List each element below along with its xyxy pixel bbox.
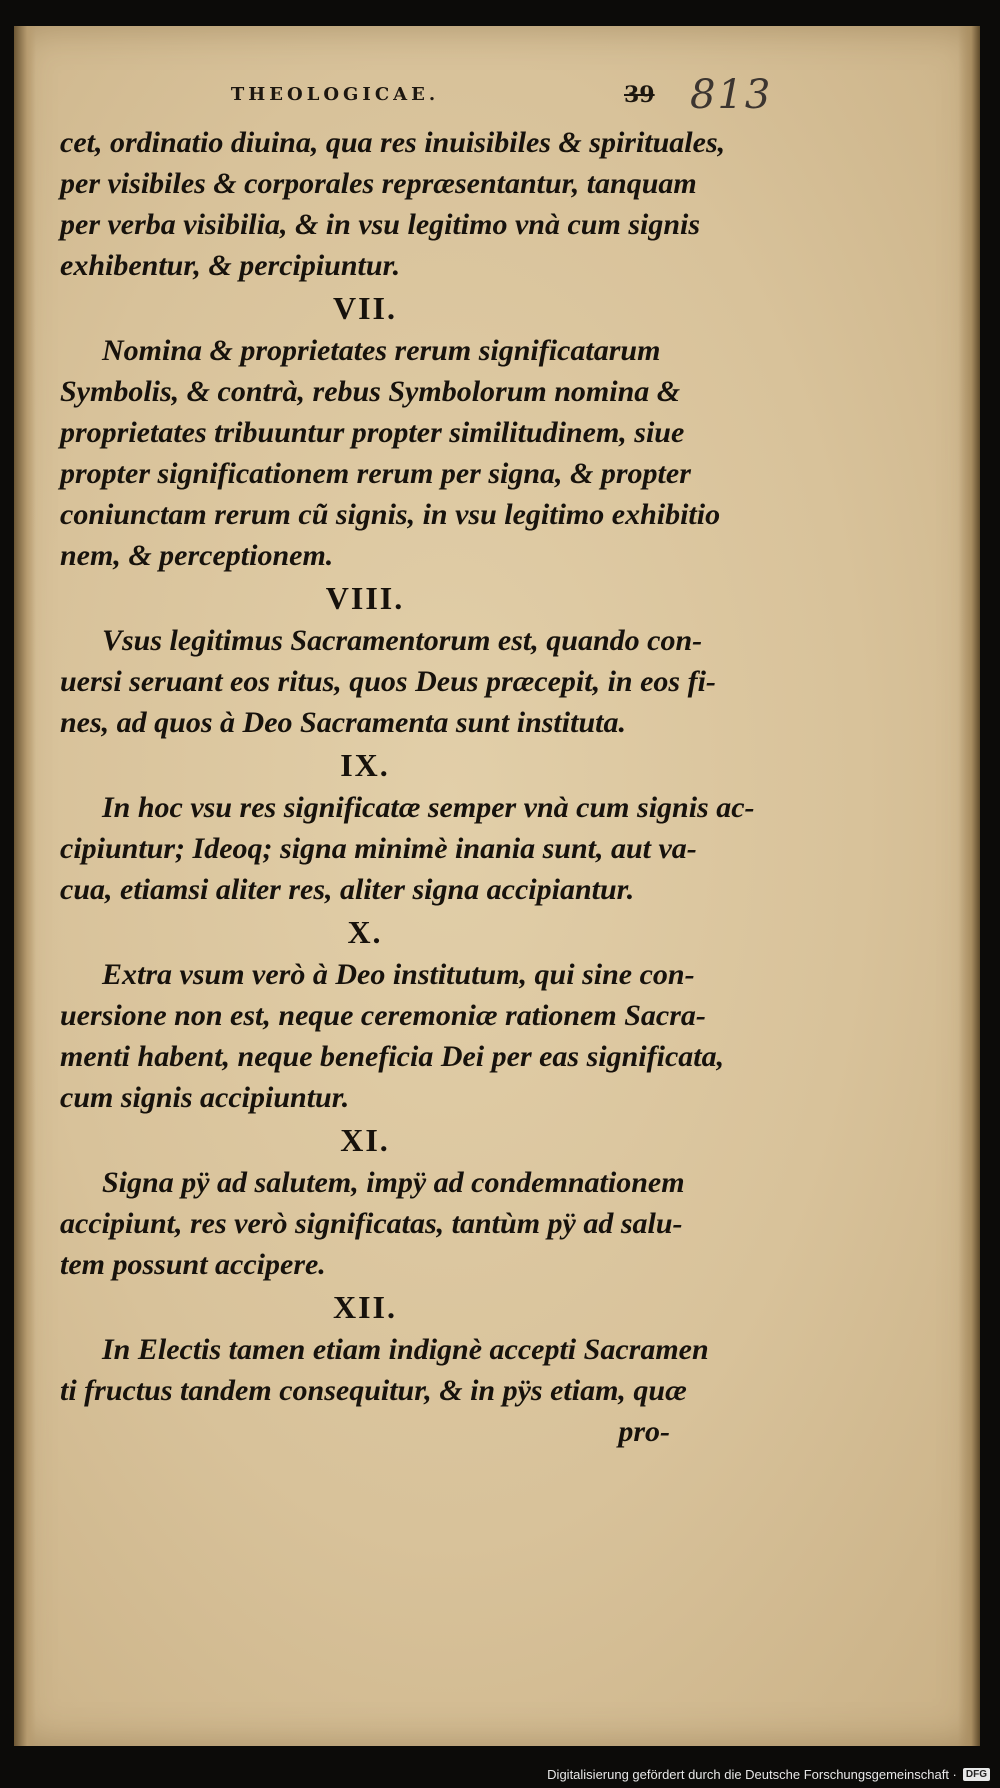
- text-line: tem possunt accipere.: [60, 1248, 326, 1281]
- paragraph-vii: [60, 330, 721, 576]
- text-line: coniunctam rerum cũ signis, in vsu legitimo exhibitio: [60, 498, 721, 531]
- text-line: accipiunt, res verò significatas, tantùm pÿ ad salu-: [60, 1207, 683, 1240]
- paragraph-viii: [60, 620, 716, 743]
- digitization-credit: [547, 1767, 990, 1782]
- page-edge-right: [958, 26, 980, 1746]
- text-line: Nomina & proprietates rerum significatarum: [102, 334, 661, 367]
- folio-number: 39: [624, 82, 655, 108]
- text-line: cua, etiamsi aliter res, aliter signa accipiantur.: [60, 873, 635, 906]
- credit-text: Digitalisierung gefördert durch die Deutsche Forschungsgemeinschaft ·: [547, 1767, 957, 1782]
- text-line: Symbolis, & contrà, rebus Symbolorum nomina &: [60, 375, 681, 408]
- text-line: Vsus legitimus Sacramentorum est, quando con-: [102, 624, 703, 657]
- dfg-logo: DFG: [963, 1768, 990, 1781]
- text-line: proprietates tribuuntur propter similitudinem, siue: [60, 416, 685, 449]
- text-line: nes, ad quos à Deo Sacramenta sunt instituta.: [60, 706, 626, 739]
- text-line: In Electis tamen etiam indignè accepti Sacramen: [102, 1333, 709, 1366]
- text-line: ti fructus tandem consequitur, & in pÿs etiam, quæ: [60, 1374, 687, 1407]
- text-line: per verba visibilia, & in vsu legitimo vnà cum signis: [60, 208, 701, 241]
- paragraph-vi-tail: [60, 122, 726, 286]
- paragraph-ix: [60, 787, 755, 910]
- paragraph-xi: [60, 1162, 685, 1285]
- section-heading-xi: XI.: [340, 1122, 390, 1158]
- text-line: propter significationem rerum per signa, & propter: [60, 457, 691, 490]
- body-text: [60, 122, 755, 1452]
- text-line: exhibentur, & percipiuntur.: [60, 249, 401, 282]
- catchword: pro-: [618, 1415, 670, 1448]
- text-line: uersi seruant eos ritus, quos Deus præcepit, in eos fi-: [60, 665, 716, 698]
- running-head: THEOLOGICAE.: [230, 84, 440, 105]
- text-line: menti habent, neque beneficia Dei per eas significata,: [60, 1040, 725, 1073]
- text-line: cet, ordinatio diuina, qua res inuisibiles & spirituales,: [60, 126, 726, 159]
- section-heading-viii: VIII.: [325, 580, 405, 616]
- text-line: Extra vsum verò à Deo institutum, qui sine con-: [102, 958, 695, 991]
- section-heading-ix: IX.: [340, 747, 390, 783]
- section-heading-vii: VII.: [332, 290, 397, 326]
- handwritten-page-number: 813: [690, 72, 773, 118]
- text-line: per visibiles & corporales repræsentantur, tanquam: [60, 167, 697, 200]
- paragraph-x: [60, 954, 725, 1118]
- text-line: uersione non est, neque ceremoniæ rationem Sacra-: [60, 999, 706, 1032]
- section-heading-x: X.: [347, 914, 383, 950]
- text-line: cipiuntur; Ideoq; signa minimè inania sunt, aut va-: [60, 832, 697, 865]
- text-line: cum signis accipiuntur.: [60, 1081, 350, 1114]
- paragraph-xii: [60, 1329, 709, 1411]
- text-line: nem, & perceptionem.: [60, 539, 334, 572]
- page-edge-left: [14, 26, 36, 1746]
- section-heading-xii: XII.: [332, 1289, 397, 1325]
- text-line: Signa pÿ ad salutem, impÿ ad condemnationem: [102, 1166, 685, 1199]
- text-line: In hoc vsu res significatæ semper vnà cum signis ac-: [102, 791, 755, 824]
